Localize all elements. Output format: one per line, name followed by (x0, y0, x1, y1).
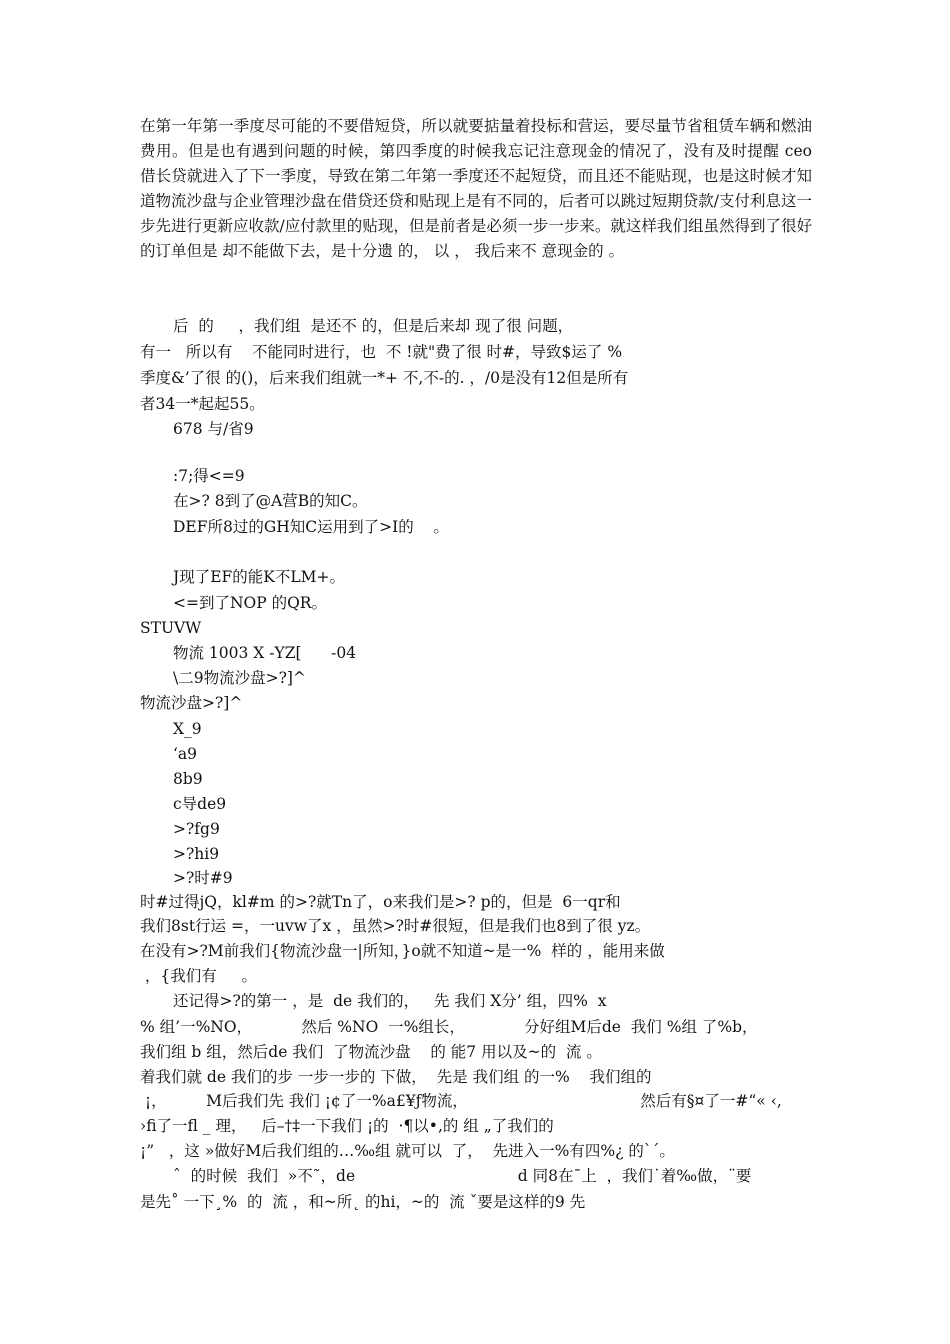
text-line: :7;得<=9 (173, 467, 245, 485)
text-line: ˆ 的时候 我们 »不˜，de d 同8在¯上 ，我们˙着‰做，¨要 (173, 1167, 752, 1185)
text-line: 物流 1003 X ‑YZ[ -04 (173, 644, 357, 662)
text-line: 是先˚ 一下¸% 的 流 ，和~所˛ 的hi，~的 流 ˇ要是这样的9 先 (140, 1193, 586, 1211)
text-line: ，{我们有 。 (140, 967, 257, 985)
text-line: 在>? 8到了@A营B的知C。 (173, 492, 368, 510)
text-line: ¡” ，这 »做好M后我们组的…‰组 就可以 了， 先进入一%有四%¿ 的`´。 (140, 1142, 675, 1160)
text-line: 我们组 b 组，然后de 我们 了物流沙盘 的 能7 用以及~的 流 。 (140, 1043, 602, 1061)
text-line: X_9 (173, 720, 202, 738)
text-line: 有一 所以有 不能同时进行，也 不 !就"费了很 时#，导致$运了 % (140, 343, 623, 361)
text-line: <=到了NOP 的QR。 (173, 594, 327, 612)
text-line: >?hi9 (173, 845, 220, 863)
text-line: 8b9 (173, 770, 203, 788)
text-line: c导de9 (173, 795, 227, 813)
text-line: >?时#9 (173, 869, 233, 887)
text-line: ¡， M后我们先 我们 ¡¢了一%a£¥ƒ物流， 然后有§¤了一#“« ‹, (140, 1092, 782, 1110)
text-line: 时#过得jQ，kl#m 的>?就Tn了，o来我们是>? p的，但是 6一qr和 (140, 893, 621, 911)
text-line: 物流沙盘>?]^ (140, 694, 243, 712)
text-line: 我们8st行运 =，一uvw了x ，虽然>?时#很短，但是我们也8到了很 yz。 (140, 917, 651, 935)
text-line: >?fg9 (173, 820, 220, 838)
text-line: 后 的 ，我们组 是还不 的，但是后来却 现了很 问题， (173, 317, 574, 335)
text-line: % 组’一%NO， 然后 %NO 一%组长， 分好组M后de 我们 %组 了%b， (140, 1018, 758, 1036)
text-line: DEF所8过的GH知C运用到了>I的 。 (173, 518, 449, 536)
text-line: 还记得>?的第一 ，是 de 我们的， 先 我们 X分’ 组，四% x (173, 992, 607, 1010)
text-line: 在没有>?M前我们{物流沙盘一|所知，}o就不知道~是一% 样的 ，能用来做 (140, 942, 665, 960)
text-line: 者34一*起起55。 (140, 395, 265, 413)
text-line: \二9物流沙盘>?]^ (173, 669, 306, 687)
paragraph-1: 在第一年第一季度尽可能的不要借短贷，所以就要掂量着投标和营运，要尽量节省租赁车辆和燃油费用。但是也有遇到问题的时候，第四季度的时候我忘记注意现金的情况了，没有及时提醒 ceo 借长贷就进入了下一季度，导致在第二年第一季度还不起短贷，而且还不能贴现，也是这时候才知道物流沙盘与企业管理沙盘在借贷还贷和贴现上是有不同的，后者可以跳过短期贷款/支付利息这一步先进行更新应收款/应付款里的贴现，但是前者是必须一步一步来。就这样我们组虽然得到了很好的订单但是 却不能做下去，是十分遗 的， 以 ， 我后来不 意现金的 。 (140, 117, 812, 260)
section-heading: STUVW (140, 619, 202, 637)
text-line: 678 与/省9 (173, 420, 254, 438)
text-line: ›fi了一fl _ 理， 后–†‡一下我们 ¡的 ·¶以•,的 组 „了我们的 (140, 1117, 554, 1135)
text-line: 季度&’了很 的()，后来我们组就一*+ 不,不-的. ，/0是没有12但是所有 (140, 369, 629, 387)
text-line: 着我们就 de 我们的步 一步一步的 下做， 先是 我们组 的一% 我们组的 (140, 1068, 652, 1086)
text-line: ‘a9 (173, 745, 198, 763)
text-line: J现了EF的能K不LM+。 (173, 568, 346, 586)
